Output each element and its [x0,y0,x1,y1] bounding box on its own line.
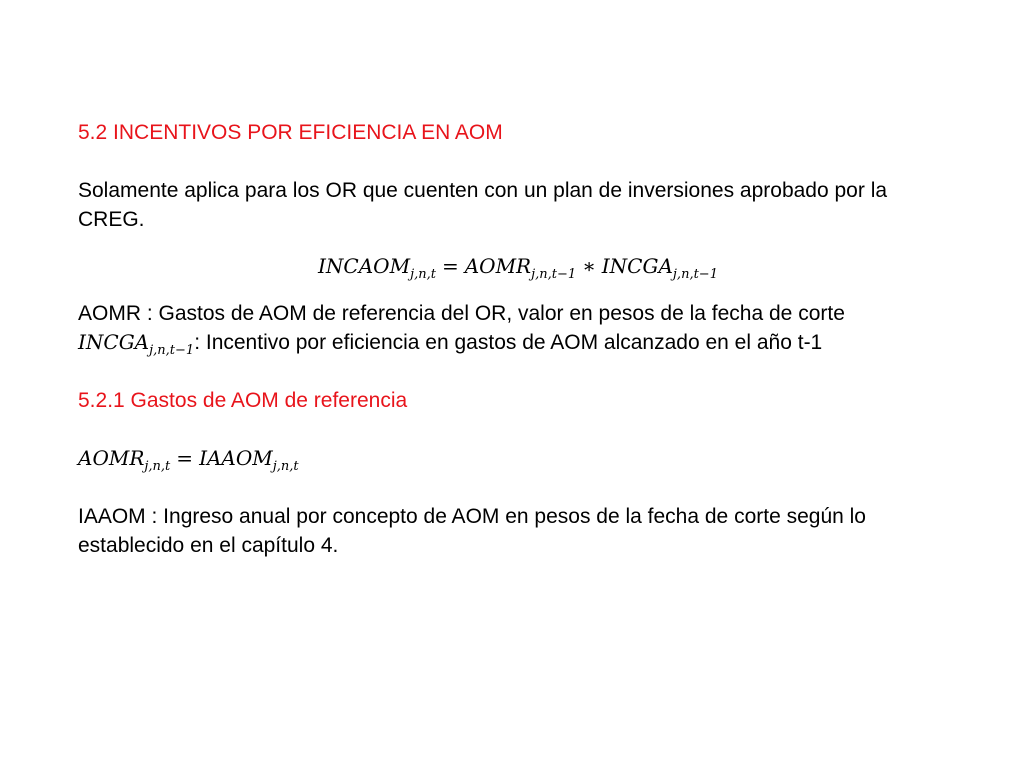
intro-paragraph: Solamente aplica para los OR que cuenten con un plan de inversiones aprobado por la CREG. [78,179,888,231]
section-title: 5.2 INCENTIVOS POR EFICIENCIA EN AOM [78,121,503,144]
spacer [78,147,958,176]
eq2-rhs-sub: j,n,t [272,459,299,474]
eq1-term2: INCGA [601,254,673,278]
eq1-equals: = [441,254,459,278]
closing-paragraph: IAAOM : Ingreso anual por concepto de AOM en pesos de la fecha de corte según lo establecido en el capítulo 4. [78,505,866,557]
eq1-lhs: INCAOM [318,254,411,278]
eq1-term1: AOMR [464,254,532,278]
eq2-lhs-sub: j,n,t [144,459,171,474]
eq1-lhs-sub: j,n,t [410,267,436,282]
eq2-rhs: IAAOM [199,446,273,470]
eq2-equals: = [176,446,194,470]
slide-content [78,118,958,560]
spacer [78,415,958,444]
incga-symbol: INCGA [78,330,150,354]
subsection-title: 5.2.1 Gastos de AOM de referencia [78,389,408,412]
spacer [78,473,958,502]
incga-text: : Incentivo por eficiencia en gastos de AOM alcanzado en el año t-1 [194,331,823,354]
equation-aomr [78,444,958,473]
eq1-term1-sub: j,n,t−1 [531,267,577,282]
incga-definition [78,328,958,357]
eq2-lhs: AOMR [78,446,145,470]
incga-symbol-sub: j,n,t−1 [149,343,195,358]
spacer [78,357,958,386]
aomr-definition: AOMR : Gastos de AOM de referencia del OR, valor en pesos de la fecha de corte [78,302,845,325]
spacer [78,281,958,299]
eq1-multiply: ∗ [582,254,596,278]
eq1-term2-sub: j,n,t−1 [672,267,718,282]
equation-incaom [78,252,958,281]
spacer [78,234,958,252]
